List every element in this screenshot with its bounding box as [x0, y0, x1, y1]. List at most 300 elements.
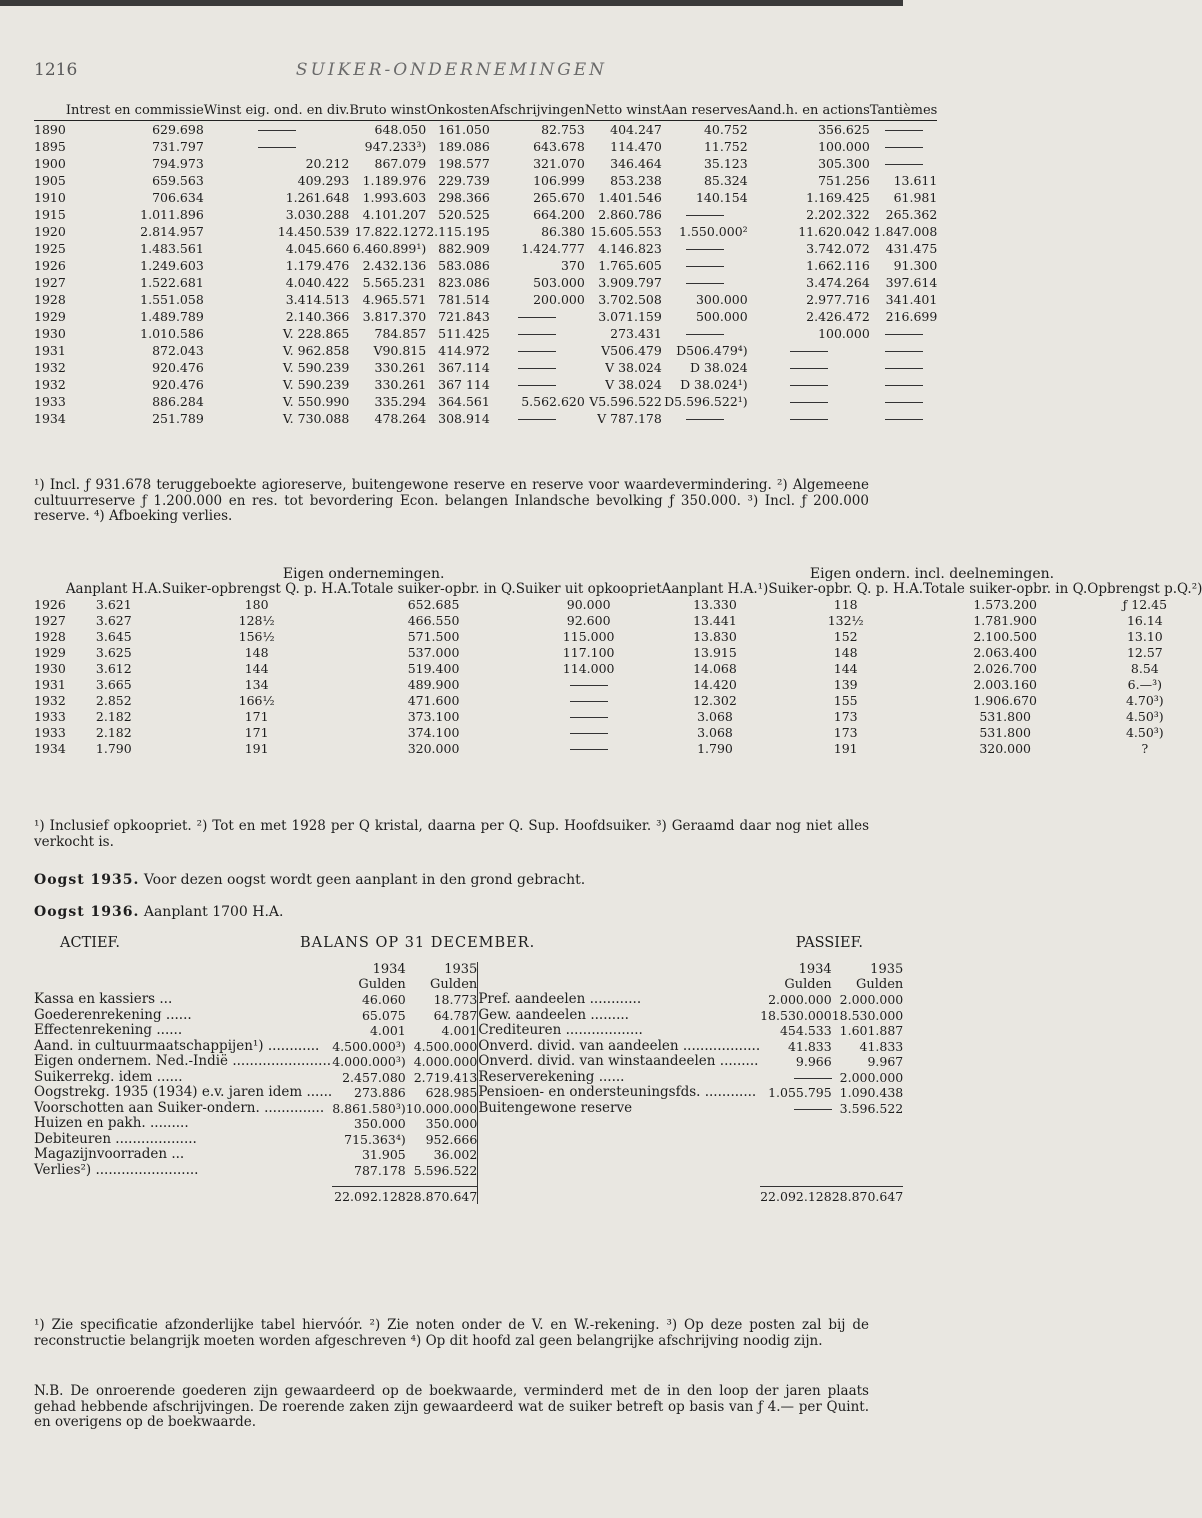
value-cell: 489.900 [407, 677, 460, 692]
value-cell: 471.600 [407, 693, 460, 708]
value-cell [204, 121, 350, 139]
passief-value [832, 1147, 904, 1163]
value-cell: 265.362 [885, 207, 938, 222]
value-cell [490, 410, 585, 427]
value-cell: 173 [833, 709, 858, 724]
value-cell: 1.249.603 [140, 258, 204, 273]
harvest-table [34, 567, 1202, 757]
value-cell: 40.752 [703, 122, 748, 137]
value-cell: 92.600 [566, 613, 611, 628]
value-cell: V 38.024 [605, 360, 662, 375]
value-cell [490, 325, 585, 342]
value-cell: 6.460.899¹) [352, 241, 427, 256]
table-row [34, 155, 937, 172]
value-cell [870, 393, 938, 410]
balance-row [34, 1116, 903, 1132]
value-cell: 500.000 [695, 309, 748, 324]
value-cell: 2.432.136 [362, 258, 427, 273]
passief-total-1934: 22.092.128 [760, 1186, 832, 1204]
year-cell: 1932 [34, 377, 66, 392]
table-row [34, 257, 937, 274]
col-totale: Totale suiker-opbr. in Q. [351, 581, 516, 597]
value-cell: 13.915 [693, 645, 737, 660]
year-cell: 1926 [34, 597, 66, 612]
value-cell: 1.781.900 [973, 613, 1037, 628]
unit-3: Gulden [784, 977, 832, 992]
col-afschrijvingen: Afschrijvingen [489, 103, 585, 118]
balance-row [34, 992, 903, 1008]
col-aanplant: Aanplant H.A. [65, 581, 162, 597]
passief-label [478, 1163, 760, 1179]
dash-mark [518, 419, 556, 420]
value-cell: V 38.024 [605, 377, 662, 392]
value-cell: 872.043 [152, 343, 204, 358]
dash-mark [686, 249, 724, 250]
passief-value: 9.966 [795, 1054, 832, 1069]
actief-heading: ACTIEF. [60, 935, 120, 951]
value-cell: 643.678 [533, 139, 585, 154]
actief-label: Voorschotten aan Suiker-ondern. .............. [34, 1099, 325, 1116]
actief-value: 2.719.413 [413, 1069, 478, 1085]
value-cell: 320.000 [979, 741, 1032, 756]
actief-value: 952.666 [425, 1131, 478, 1147]
dash-mark [885, 402, 923, 403]
value-cell: 794.973 [152, 156, 204, 171]
value-cell [870, 342, 938, 359]
passief-label [478, 1147, 760, 1163]
actief-value: 715.363⁴) [344, 1131, 406, 1147]
value-cell [662, 206, 748, 223]
oogst-1935-label: Oogst 1935. [34, 872, 140, 888]
dash-mark [518, 317, 556, 318]
value-cell: 265.670 [533, 190, 585, 205]
dash-mark [686, 419, 724, 420]
passief-value [832, 1116, 904, 1132]
dash-mark [518, 351, 556, 352]
year-cell: 1905 [34, 173, 66, 188]
value-cell: V. 730.088 [282, 411, 350, 426]
footnotes-3: ¹) Zie specificatie afzonderlijke tabel hiervóór. ²) Zie noten onder de V. en W.-rekening. ³) Op deze posten zal bij de reconstructie belangrijk moeten worden afgeschreven ⁴) Op dit hoofd zal geen belangrijke afschrijving noodig zijn. [34, 1317, 869, 1349]
value-cell: 367.114 [438, 360, 490, 375]
actief-value: 4.000.000 [413, 1054, 478, 1069]
value-cell [516, 709, 662, 725]
actief-value: 10.000.000 [405, 1100, 478, 1116]
actief-label: Effectenrekening ...... [34, 1022, 183, 1038]
year-cell: 1932 [34, 693, 66, 708]
table-row [34, 597, 1202, 613]
value-cell: 520.525 [438, 207, 490, 222]
value-cell: 784.857 [374, 326, 427, 341]
dash-mark [686, 266, 724, 267]
value-cell: 537.000 [407, 645, 460, 660]
running-title: SUIKER-ONDERNEMINGEN [295, 60, 608, 80]
value-cell: 134 [244, 677, 269, 692]
value-cell: 144 [244, 661, 269, 676]
actief-value: 4.500.000 [413, 1038, 478, 1054]
balance-spacer-row [34, 1178, 903, 1186]
passief-label [478, 1132, 760, 1148]
value-cell: 2.026.700 [973, 661, 1037, 676]
value-cell: 4.50³) [1125, 725, 1164, 740]
year-cell: 1925 [34, 241, 66, 256]
balance-row [34, 1085, 903, 1101]
passief-value: 2.000.000 [839, 1069, 904, 1085]
actief-value: 31.905 [361, 1147, 406, 1162]
value-cell: ƒ 12.45 [1122, 597, 1168, 612]
value-cell: 2.063.400 [973, 645, 1037, 660]
value-cell: 4.70³) [1125, 693, 1164, 708]
dash-mark [790, 351, 828, 352]
harvest-section [34, 566, 1202, 757]
passief-value: 1.090.438 [839, 1085, 904, 1100]
year-cell: 1929 [34, 309, 66, 324]
dash-mark [570, 733, 608, 734]
value-cell [870, 410, 938, 427]
year-cell: 1931 [34, 677, 66, 692]
value-cell: 2.182 [95, 709, 132, 724]
passief-value [760, 1163, 832, 1179]
value-cell: V. 228.865 [282, 326, 350, 341]
value-cell: D 38.024 [689, 360, 748, 375]
actief-total-1934: 22.092.128 [332, 1186, 406, 1204]
passief-year-1935: 1935 [870, 962, 904, 977]
actief-label: Magazijnvoorraden ... [34, 1146, 185, 1162]
table-row [34, 325, 937, 342]
value-cell: 156½ [238, 629, 275, 644]
value-cell [490, 376, 585, 393]
actief-value: 4.001 [369, 1023, 406, 1038]
value-cell: V. 590.239 [282, 377, 350, 392]
value-cell: 118 [833, 597, 858, 612]
value-cell: 1.261.648 [285, 190, 350, 205]
value-cell: 1.483.561 [140, 241, 204, 256]
year-cell: 1928 [34, 292, 66, 307]
value-cell [748, 376, 870, 393]
value-cell: 200.000 [533, 292, 585, 307]
dash-mark [885, 385, 923, 386]
value-cell: V 787.178 [597, 411, 662, 426]
value-cell [516, 725, 662, 741]
year-cell: 1931 [34, 343, 66, 358]
value-cell: 139 [833, 677, 858, 692]
value-cell: 152 [833, 629, 858, 644]
value-cell: 144 [833, 661, 858, 676]
actief-value: 46.060 [361, 992, 406, 1007]
table-row [34, 138, 937, 155]
value-cell: 3.702.508 [598, 292, 662, 307]
value-cell [870, 138, 938, 155]
value-cell: 920.476 [152, 377, 204, 392]
value-cell [204, 138, 350, 155]
value-cell: 100.000 [818, 326, 870, 341]
table-row [34, 223, 937, 240]
oogst-1935 [34, 871, 869, 889]
dash-mark [570, 685, 608, 686]
passief-label: Reserverekening ...... [478, 1068, 625, 1085]
value-cell: 503.000 [533, 275, 585, 290]
actief-label: Oogstrekg. 1935 (1934) e.v. jaren idem ...... [34, 1084, 333, 1100]
value-cell: 1.401.546 [598, 190, 662, 205]
actief-value: 64.787 [433, 1007, 478, 1023]
value-cell: ? [1141, 741, 1149, 756]
value-cell: 114.470 [610, 139, 662, 154]
value-cell: 920.476 [152, 360, 204, 375]
dash-mark [885, 368, 923, 369]
value-cell: 11.620.042 [798, 224, 870, 239]
dash-mark [885, 351, 923, 352]
dash-mark [885, 130, 923, 131]
value-cell: V. 550.990 [282, 394, 350, 409]
top-edge [0, 0, 903, 6]
table-row [34, 189, 937, 206]
value-cell: 14.450.539 [277, 224, 350, 239]
value-cell: 431.475 [885, 241, 938, 256]
dash-mark [885, 419, 923, 420]
value-cell: 1.790 [697, 741, 733, 756]
value-cell: 198.577 [438, 156, 490, 171]
value-cell: 1.011.896 [140, 207, 204, 222]
value-cell: 321.070 [533, 156, 585, 171]
value-cell: 947.233³) [364, 139, 427, 154]
value-cell: 1.522.681 [140, 275, 204, 290]
value-cell: 330.261 [374, 377, 427, 392]
value-cell [870, 155, 938, 172]
value-cell: 367 114 [438, 377, 490, 392]
dash-mark [885, 334, 923, 335]
value-cell: 751.256 [818, 173, 870, 188]
value-cell: 86.380 [541, 224, 585, 239]
passief-value: 3.596.522 [839, 1100, 904, 1116]
balance-row [34, 1101, 903, 1117]
value-cell: 346.464 [610, 156, 662, 171]
value-cell: 2.003.160 [973, 677, 1037, 692]
value-cell: 3.474.264 [806, 275, 870, 290]
value-cell: D5.596.522¹) [664, 394, 748, 409]
value-cell: 1.573.200 [973, 597, 1037, 612]
value-cell: 273.431 [610, 326, 662, 341]
value-cell [490, 308, 585, 325]
table2-header-row [34, 582, 1202, 597]
passief-value: 18.530.000 [760, 1007, 832, 1023]
value-cell: 13.830 [693, 629, 737, 644]
value-cell: 731.797 [152, 139, 204, 154]
value-cell: 300.000 [695, 292, 748, 307]
value-cell: 161.050 [438, 122, 490, 137]
value-cell: V. 962.858 [282, 343, 350, 358]
value-cell: 1.993.603 [362, 190, 427, 205]
table-row [34, 240, 937, 257]
dash-mark [686, 215, 724, 216]
group-header-row [34, 567, 1202, 582]
year-cell: 1929 [34, 645, 66, 660]
value-cell: 35.123 [703, 156, 748, 171]
passief-value [760, 1132, 832, 1148]
value-cell: 1.765.605 [598, 258, 662, 273]
value-cell [748, 410, 870, 427]
value-cell: 706.634 [152, 190, 204, 205]
value-cell: 1.179.476 [285, 258, 350, 273]
value-cell: 17.822.127 [354, 224, 427, 239]
value-cell: 82.753 [541, 122, 585, 137]
value-cell: 1.847.008 [873, 224, 938, 239]
actief-value: 65.075 [361, 1007, 406, 1023]
value-cell: 3.030.288 [285, 207, 350, 222]
value-cell: 571.500 [407, 629, 460, 644]
table-row [34, 121, 937, 139]
passief-label: Pensioen- en ondersteuningsfds. ............ [478, 1084, 757, 1100]
value-cell: 90.000 [566, 597, 611, 612]
actief-value: 4.500.000³) [332, 1038, 406, 1054]
value-cell: 6.—³) [1127, 677, 1162, 692]
value-cell: 1.189.976 [362, 173, 427, 188]
value-cell [662, 325, 748, 342]
value-cell: 1.551.058 [140, 292, 204, 307]
passief-value [760, 1070, 832, 1086]
balance-total-row [34, 1186, 903, 1204]
balance-body [34, 992, 903, 1204]
passief-total-1935: 28.870.647 [832, 1186, 904, 1204]
value-cell: 3.817.370 [362, 309, 427, 324]
value-cell: 189.086 [438, 139, 490, 154]
table-row [34, 645, 1202, 661]
passief-label: Buitengewone reserve [478, 1099, 633, 1116]
value-cell: 511.425 [438, 326, 490, 341]
group-eigen: Eigen ondernemingen. [282, 566, 445, 582]
balance-year-row [34, 962, 903, 977]
year-cell: 1915 [34, 207, 66, 222]
balance-row [34, 1023, 903, 1039]
year-cell: 1934 [34, 741, 66, 756]
col-reserves: Aan reserves [661, 103, 748, 118]
value-cell: 15.605.553 [590, 224, 662, 239]
value-cell: 404.247 [610, 122, 662, 137]
value-cell: 374.100 [407, 725, 460, 740]
balance-sheet [34, 962, 904, 1204]
value-cell: D 38.024¹) [680, 377, 748, 392]
value-cell: 14.420 [693, 677, 737, 692]
actief-year-1935: 1935 [444, 962, 478, 977]
balance-title: BALANS OP 31 DECEMBER. [300, 935, 536, 951]
value-cell: 173 [833, 725, 858, 740]
group-incl: Eigen ondern. incl. deelnemingen. [809, 566, 1055, 582]
value-cell: 882.909 [438, 241, 490, 256]
financial-history-table [34, 104, 937, 427]
year-cell: 1932 [34, 360, 66, 375]
passief-value: 1.055.795 [768, 1085, 832, 1100]
value-cell: 2.852 [95, 693, 132, 708]
col-onkosten: Onkosten [426, 103, 490, 118]
value-cell: 100.000 [818, 139, 870, 154]
value-cell: 364.561 [438, 394, 490, 409]
value-cell: 191 [244, 741, 269, 756]
value-cell: 4.101.207 [362, 207, 427, 222]
value-cell: 3.625 [95, 645, 132, 660]
col-year [34, 104, 66, 118]
actief-label: Goederenrekening ...... [34, 1006, 192, 1023]
dash-mark [790, 402, 828, 403]
year-cell: 1927 [34, 613, 66, 628]
value-cell: 335.294 [374, 394, 427, 409]
value-cell: 8.54 [1130, 661, 1159, 676]
value-cell: 370 [560, 258, 585, 273]
year-cell: 1927 [34, 275, 66, 290]
balance-row [34, 1163, 903, 1179]
dash-mark [885, 164, 923, 165]
dash-mark [686, 334, 724, 335]
value-cell: 2.426.472 [806, 309, 870, 324]
page-number: 1216 [34, 60, 78, 80]
col-opkoop: Suiker uit opkoopriet [515, 581, 662, 597]
table-row [34, 661, 1202, 677]
value-cell: 155 [833, 693, 858, 708]
year-cell: 1933 [34, 394, 66, 409]
financial-history-section [34, 103, 938, 427]
col-totale-2: Totale suiker-opbr. in Q. [923, 581, 1088, 597]
value-cell: 251.789 [152, 411, 204, 426]
passief-label: Gew. aandeelen ......... [478, 1006, 629, 1023]
dash-mark [570, 717, 608, 718]
footnotes-2: ¹) Inclusief opkoopriet. ²) Tot en met 1928 per Q kristal, daarna per Q. Sup. Hoofdsuiker. ³) Geraamd daar nog niet alles verkocht is. [34, 818, 869, 850]
value-cell: 3.909.797 [598, 275, 662, 290]
table-row [34, 308, 937, 325]
value-cell: 308.914 [438, 411, 490, 426]
year-cell: 1933 [34, 709, 66, 724]
value-cell: 373.100 [407, 709, 460, 724]
value-cell: 823.086 [438, 275, 490, 290]
value-cell: 106.999 [533, 173, 585, 188]
value-cell: 3.068 [697, 709, 733, 724]
col-aanplant-2: Aanplant H.A.¹) [661, 581, 769, 597]
actief-value: 36.002 [433, 1147, 478, 1162]
passief-value [832, 1163, 904, 1179]
dash-mark [686, 283, 724, 284]
value-cell: 648.050 [374, 122, 427, 137]
dash-mark [518, 385, 556, 386]
value-cell [516, 693, 662, 709]
value-cell: 1.662.116 [806, 258, 870, 273]
value-cell [748, 342, 870, 359]
actief-label: Debiteuren ................... [34, 1130, 197, 1147]
value-cell: 320.000 [407, 741, 460, 756]
col-aandeelh: Aand.h. en actions [747, 103, 870, 118]
unit-2: Gulden [430, 977, 478, 992]
passief-label: Pref. aandeelen ............ [478, 991, 642, 1007]
passief-value [760, 1116, 832, 1132]
value-cell: 140.154 [695, 190, 748, 205]
dash-mark [518, 368, 556, 369]
value-cell: 330.261 [374, 360, 427, 375]
value-cell: 12.57 [1126, 645, 1163, 660]
value-cell: 2.860.786 [598, 207, 662, 222]
year-cell: 1926 [34, 258, 66, 273]
value-cell: 3.627 [95, 613, 132, 628]
value-cell: 1.790 [95, 741, 132, 756]
table-row [34, 291, 937, 308]
value-cell: 853.238 [610, 173, 662, 188]
value-cell: V506.479 [601, 343, 662, 358]
value-cell: 298.366 [438, 190, 490, 205]
page-header [34, 60, 869, 84]
table-row [34, 677, 1202, 693]
table-row [34, 741, 1202, 757]
value-cell: V5.596.522 [589, 394, 662, 409]
table-row [34, 693, 1202, 709]
value-cell: 886.284 [152, 394, 204, 409]
passief-label: Onverd. divid. van aandeelen .................. [478, 1037, 761, 1054]
value-cell: 2.814.957 [140, 224, 204, 239]
value-cell: 13.10 [1126, 629, 1163, 644]
value-cell: 583.086 [438, 258, 490, 273]
